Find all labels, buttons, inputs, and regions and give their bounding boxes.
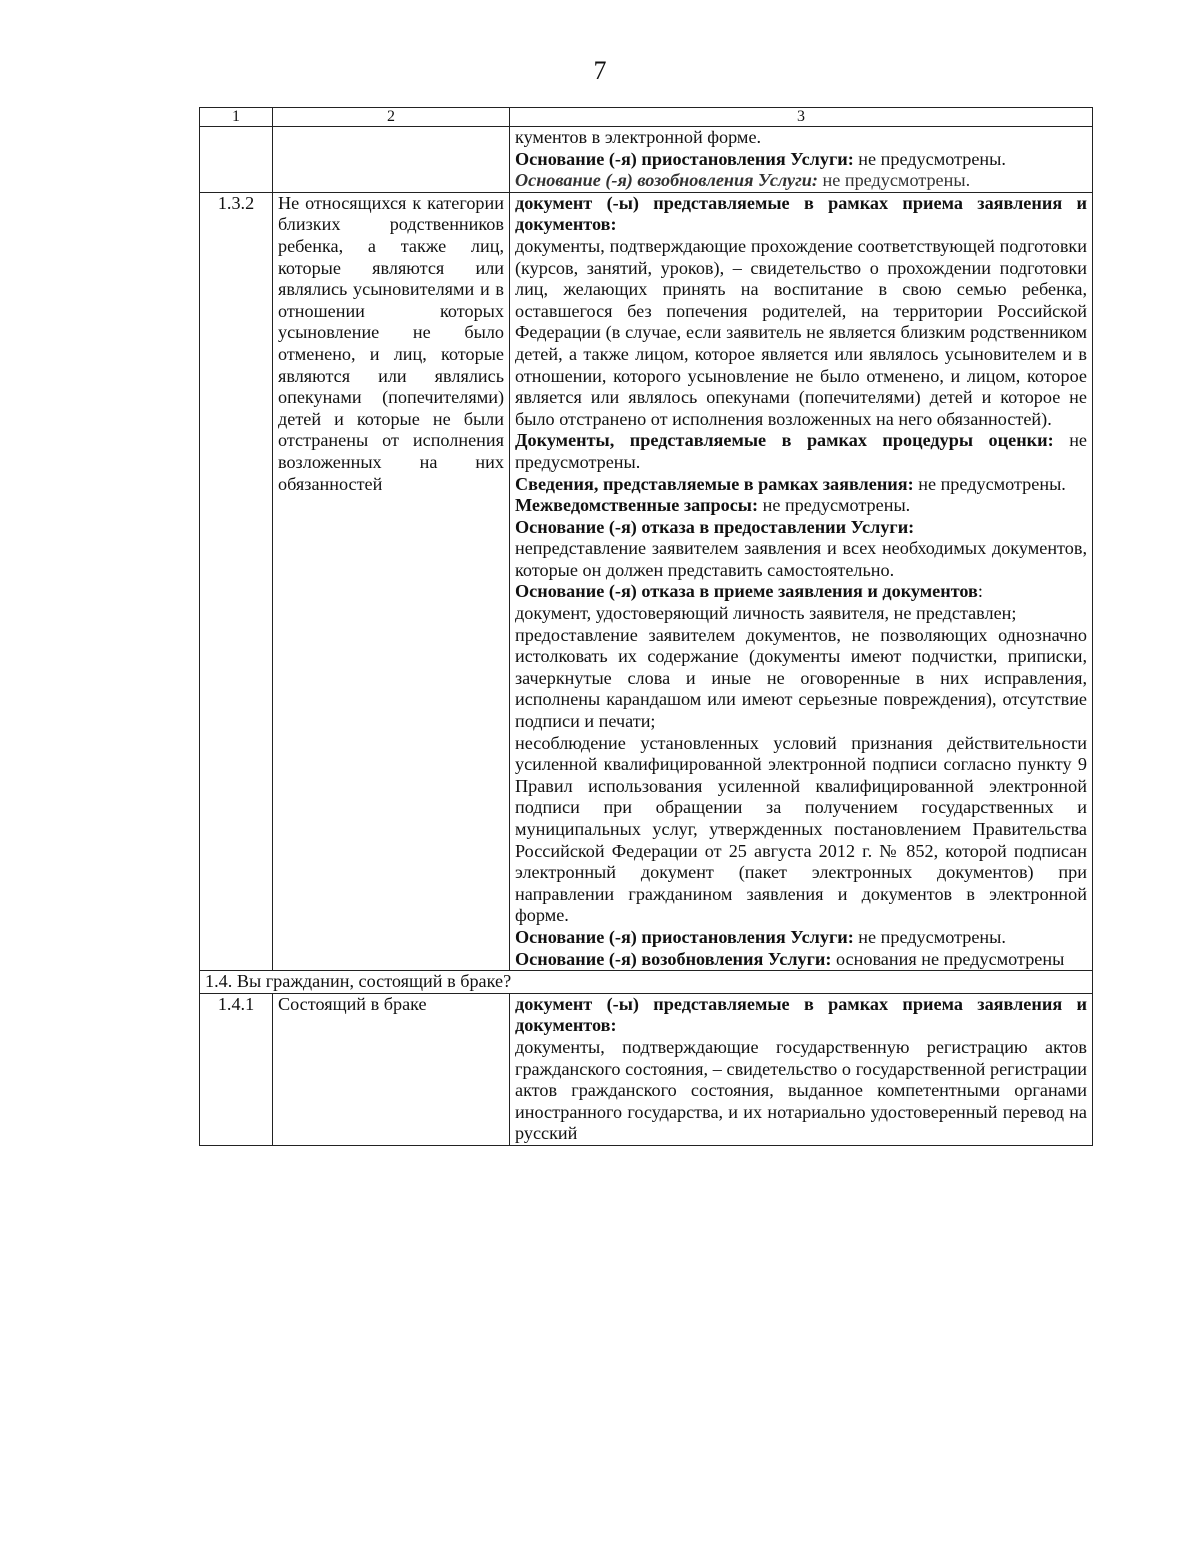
details-line: документы, подтверждающие государственную регистрацию актов гражданского состояния, – свидетельство о государственной регистрации актов гражданского состояния, выданное компетентными органами иностранного государства, и их нотариально удостоверенный перевод на русский xyxy=(515,1036,1087,1144)
details-line: предоставление заявителем документов, не позволяющих однозначно истолковать их содержание (документы имеют подчистки, приписки, зачеркнутые слова и иные не оговоренные в них исправления, исполнены карандашом или имеют серьезные повреждения), отсутствие подписи и печати; xyxy=(515,624,1087,732)
details-line: документ (-ы) представляемые в рамках приема заявления и документов: xyxy=(515,993,1087,1036)
condition-cell: Не относящихся к категории близких родственников ребенка, а также лиц, которые являются или являлись усыновителями и в отношении которых усыновление не было отменено, и лиц, которые являются или являлись опекунами (попечителями) детей и которые не были отстранены от исполнения возложенных на них обязанностей xyxy=(273,192,510,970)
details-line: Основание (-я) отказа в приеме заявления и документов: xyxy=(515,581,983,602)
table-row-continued xyxy=(200,127,1093,193)
details-line: Основание (-я) возобновления Услуги: основания не предусмотрены xyxy=(515,948,1065,969)
condition-cell: Состоящий в браке xyxy=(273,993,510,1145)
services-table xyxy=(199,107,1093,1146)
condition-cell xyxy=(273,127,510,193)
details-line: документ (-ы) представляемые в рамках приема заявления и документов: xyxy=(515,192,1087,235)
details-line: Основание (-я) приостановления Услуги: не предусмотрены. xyxy=(515,148,1006,169)
column-header-1: 1 xyxy=(200,108,273,127)
details-line: Документы, представляемые в рамках процедуры оценки: не предусмотрены. xyxy=(515,430,1087,472)
details-line: Основание (-я) возобновления Услуги: не предусмотрены. xyxy=(515,170,971,191)
details-line: непредставление заявителем заявления и всех необходимых документов, которые он должен представить самостоятельно. xyxy=(515,538,1087,580)
row-number-cell: 1.3.2 xyxy=(200,192,273,970)
column-header-3: 3 xyxy=(510,108,1093,127)
details-line: документ, удостоверяющий личность заявителя, не представлен; xyxy=(515,603,1017,624)
table-row-1-4-1 xyxy=(200,993,1093,1145)
row-number-cell xyxy=(200,127,273,193)
details-line: документы, подтверждающие прохождение соответствующей подготовки (курсов, занятий, уроков), – свидетельство о прохождении подготовки лиц, желающих принять на воспитание в свою семью ребенка, оставшегося без попечения родителей, на территории Российской Федерации (в случае, если заявитель не является близким родственником детей, а также лицом, которое является или являлось усыновителем и в отношении, которого усыновление не было отменено, и лицом, которое является или являлось опекунами (попечителями) детей и которое не было отстранено от исполнения возложенных на него обязанностей). xyxy=(515,235,1087,429)
table-row-1-3-2 xyxy=(200,192,1093,970)
column-header-2: 2 xyxy=(273,108,510,127)
details-line: Основание (-я) отказа в предоставлении Услуги: xyxy=(515,516,915,537)
row-number-cell: 1.4.1 xyxy=(200,993,273,1145)
details-line: кументов в электронной форме. xyxy=(515,127,762,147)
details-cell xyxy=(510,127,1093,193)
details-line: Основание (-я) приостановления Услуги: не предусмотрены. xyxy=(515,926,1006,947)
details-line: Сведения, представляемые в рамках заявления: не предусмотрены. xyxy=(515,473,1066,494)
details-line: Межведомственные запросы: не предусмотрены. xyxy=(515,495,911,516)
details-line: несоблюдение установленных условий признания действительности усиленной квалифицированной электронной подписи согласно пункту 9 Правил использования усиленной квалифицированной электронной подписи при обращении за получением государственных и муниципальных услуг, утвержденных постановлением Правительства Российской Федерации от 25 августа 2012 г. № 852, которой подписан электронный документ (пакет электронных документов) при направлении гражданином заявления и документов в электронной форме. xyxy=(515,732,1087,926)
details-cell xyxy=(510,993,1093,1145)
details-cell xyxy=(510,192,1093,970)
section-title: 1.4. Вы гражданин, состоящий в браке? xyxy=(200,971,1093,994)
page-number: 7 xyxy=(593,56,607,85)
table-header-row xyxy=(200,108,1093,127)
table-section-row-1-4 xyxy=(200,971,1093,994)
